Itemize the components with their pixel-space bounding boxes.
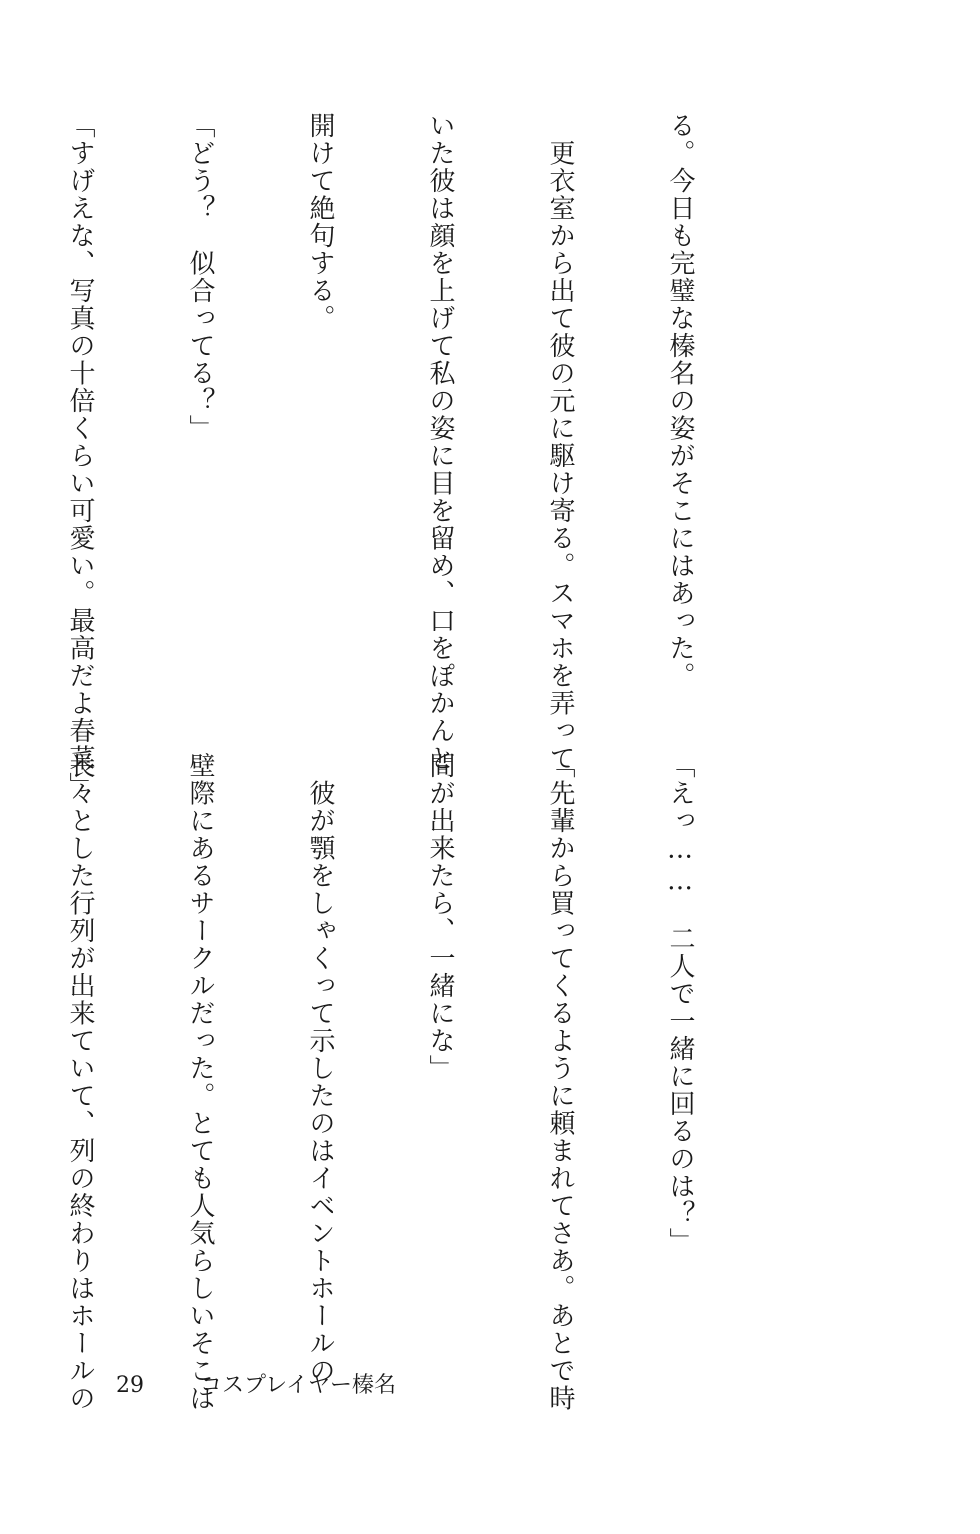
- text-line: 「すげえな、写真の十倍くらい可愛い。最高だよ春菜」: [65, 112, 95, 800]
- page-number: 29: [116, 1373, 144, 1398]
- text-line: 壁際にあるサークルだった。とても人気らしいそこは: [185, 752, 215, 1412]
- text-line: る。今日も完璧な榛名の姿がそこにはあった。: [665, 112, 695, 690]
- text-block-top: [0, 112, 780, 800]
- text-line: 「先輩から買ってくるように頼まれてさあ。あとで時: [545, 752, 575, 1412]
- text-line: 彼が顎をしゃくって示したのはイベントホールの: [305, 752, 335, 1385]
- running-title: コスプレイヤー榛名: [200, 1373, 397, 1398]
- text-line: 長々とした行列が出来ていて、列の終わりはホールの: [65, 752, 95, 1412]
- text-line: 開けて絶句する。: [305, 112, 335, 332]
- text-line: 「どう？ 似合ってる？」: [185, 112, 215, 442]
- text-line: 間が出来たら、一緒にな」: [425, 752, 455, 1082]
- text-line: いた彼は顔を上げて私の姿に目を留め、口をぽかんと: [425, 112, 455, 772]
- text-line: 更衣室から出て彼の元に駆け寄る。スマホを弄って: [545, 112, 575, 772]
- text-line: 「えっ…… 二人で一緒に回るのは？」: [665, 752, 695, 1255]
